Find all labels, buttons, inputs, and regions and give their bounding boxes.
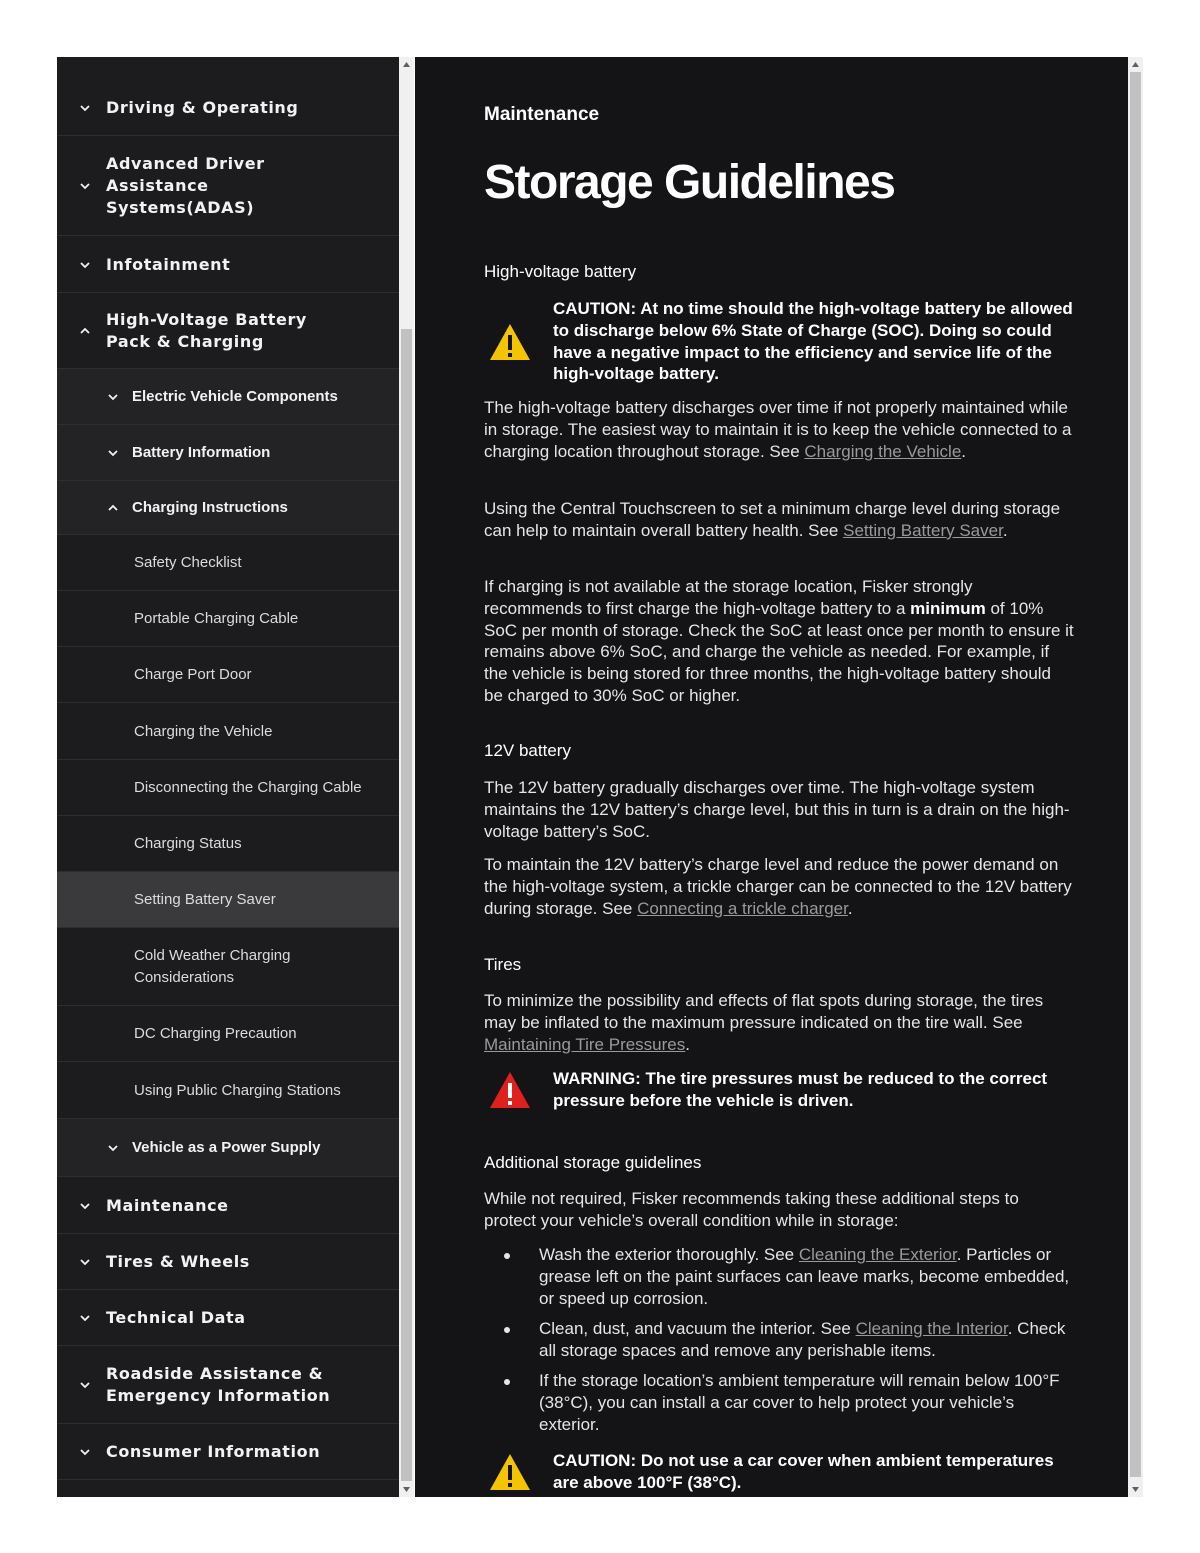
chevron-down-icon — [79, 1446, 91, 1458]
paragraph: To minimize the possibility and effects of flat spots during storage, the tires may be inflated to the maximum pressure indicated on the tire wall. See Maintaining Tire Pressures. — [484, 991, 1044, 1054]
sidebar-item-label: Disconnecting the Charging Cable — [134, 779, 362, 796]
list-item: Wash the exterior thoroughly. See Cleaning the Exterior. Particles or grease left on the paint surfaces can leave marks, become embedded, or speed up corrosion. — [539, 1245, 1070, 1308]
paragraph: While not required, Fisker recommends taking these additional steps to protect your vehicle’s overall condition while in storage: — [484, 1189, 1019, 1230]
sidebar-item-label: Tires & Wheels — [106, 1252, 250, 1271]
caution-text: CAUTION: At no time should the high-voltage battery be allowed to discharge below 6% State of Charge (SOC). Doing so could have a negative impact to the efficiency and service life of the high-voltage battery. — [553, 299, 1073, 384]
sidebar-scrollbar[interactable] — [399, 57, 414, 1497]
sidebar-item-label: Battery Information — [132, 444, 271, 461]
section-heading-additional: Additional storage guidelines — [484, 1153, 702, 1172]
sidebar-item-label: Safety Checklist — [134, 554, 242, 571]
chevron-up-icon — [107, 502, 119, 514]
bullet-icon — [504, 1379, 510, 1385]
sidebar-item-setting-battery-saver[interactable] — [57, 872, 399, 928]
scroll-down-arrow-icon[interactable] — [399, 1482, 414, 1497]
link-cleaning-interior[interactable]: Cleaning the Interior — [855, 1319, 1008, 1338]
sidebar-item-technical-data[interactable] — [57, 1290, 399, 1346]
list-item: Clean, dust, and vacuum the interior. See Cleaning the Interior. Check all storage spaces and remove any perishable items. — [539, 1319, 1066, 1360]
sidebar-item-tires-wheels[interactable] — [57, 1234, 399, 1290]
sidebar-item-consumer-information[interactable] — [57, 1424, 399, 1480]
sidebar-item-label: Vehicle as a Power Supply — [132, 1139, 321, 1156]
sidebar-item-label: Charge Port Door — [134, 666, 252, 683]
chevron-down-icon — [107, 447, 119, 459]
scroll-down-arrow-icon[interactable] — [1128, 1482, 1143, 1497]
bullet-icon — [504, 1327, 510, 1333]
sidebar-item-label: Charging Instructions — [132, 499, 288, 516]
sidebar-item-label: Portable Charging Cable — [134, 610, 299, 627]
sidebar-item-label: Electric Vehicle Components — [132, 388, 338, 405]
sidebar-item-roadside-assistance[interactable] — [57, 1346, 399, 1424]
chevron-down-icon — [79, 1379, 91, 1391]
list-item: If the storage location’s ambient temperature will remain below 100°F (38°C), you can install a car cover to help protect your vehicle’s exterior. — [539, 1371, 1060, 1434]
section-heading-hv-battery: High-voltage battery — [484, 262, 637, 281]
paragraph: The high-voltage battery discharges over time if not properly maintained while in storage. The easiest way to maintain it is to keep the vehicle connected to a charging location throughout storage. See Charging the Vehicle. — [484, 398, 1072, 461]
main-content — [415, 57, 1128, 1497]
paragraph: The 12V battery gradually discharges over time. The high-voltage system maintains the 12V battery’s charge level, but this in turn is a drain on the high-voltage battery’s SoC. — [484, 778, 1070, 841]
warning-text: WARNING: The tire pressures must be reduced to the correct pressure before the vehicle is driven. — [553, 1069, 1048, 1110]
chevron-down-icon — [79, 102, 91, 114]
chevron-down-icon — [79, 180, 91, 192]
sidebar-item-label: Setting Battery Saver — [134, 891, 276, 908]
link-maintaining-tire-pressures[interactable]: Maintaining Tire Pressures — [484, 1034, 686, 1054]
sidebar-item-battery-information[interactable] — [57, 425, 399, 481]
sidebar-item-charge-port-door[interactable] — [57, 647, 399, 703]
sidebar-item-label: DC Charging Precaution — [134, 1025, 297, 1042]
chevron-down-icon — [79, 1312, 91, 1324]
link-setting-battery-saver[interactable]: Setting Battery Saver — [843, 520, 1003, 540]
link-charging-the-vehicle[interactable]: Charging the Vehicle — [804, 441, 962, 461]
sidebar-item-dc-charging-precaution[interactable] — [57, 1006, 399, 1062]
sidebar-item-charging-status[interactable] — [57, 816, 399, 872]
bullet-icon — [504, 1253, 510, 1259]
sidebar-item-label: Maintenance — [106, 1196, 229, 1215]
section-heading-12v-battery: 12V battery — [484, 741, 571, 760]
warning-triangle-icon — [488, 1070, 532, 1110]
sidebar-item-label: Roadside Assistance & Emergency Information — [106, 1364, 331, 1405]
sidebar-item-driving-operating[interactable] — [57, 79, 399, 136]
sidebar-nav — [57, 57, 399, 1497]
sidebar-item-safety-checklist[interactable] — [57, 535, 399, 591]
sidebar-item-label: High-Voltage Battery Pack & Charging — [106, 310, 307, 351]
sidebar-item-label: Cold Weather Charging Considerations — [134, 947, 291, 986]
paragraph: Using the Central Touchscreen to set a minimum charge level during storage can help to maintain overall battery health. See Setting Battery Saver. — [484, 499, 1061, 540]
sidebar-scrollbar-thumb[interactable] — [401, 329, 412, 1481]
sidebar-item-infotainment[interactable] — [57, 236, 399, 293]
chevron-down-icon — [107, 1142, 119, 1154]
page-title: Storage Guidelines — [484, 156, 895, 209]
sidebar-item-label: Charging the Vehicle — [134, 723, 273, 740]
main-scrollbar[interactable] — [1128, 57, 1143, 1497]
chevron-down-icon — [79, 259, 91, 271]
sidebar-item-label: Infotainment — [106, 255, 231, 274]
caution-text: CAUTION: Do not use a car cover when ambient temperatures are above 100°F (38°C). — [553, 1451, 1054, 1492]
sidebar-item-label: Driving & Operating — [106, 98, 299, 117]
chevron-down-icon — [79, 1200, 91, 1212]
link-cleaning-exterior[interactable]: Cleaning the Exterior — [798, 1245, 957, 1264]
sidebar-item-public-charging-stations[interactable] — [57, 1062, 399, 1119]
link-connecting-trickle-charger[interactable]: Connecting a trickle charger — [637, 898, 848, 918]
sidebar-item-label: Technical Data — [106, 1308, 246, 1327]
caution-triangle-icon — [488, 1452, 532, 1492]
sidebar-item-cold-weather-charging[interactable] — [57, 928, 399, 1006]
sidebar-item-disconnecting-cable[interactable] — [57, 760, 399, 816]
section-heading-tires: Tires — [484, 955, 522, 974]
sidebar-item-label: Advanced Driver Assistance Systems(ADAS) — [106, 154, 265, 217]
paragraph: To maintain the 12V battery’s charge level and reduce the power demand on the high-voltage system, a trickle charger can be connected to the 12V battery during storage. See Connecting a trickle charger. — [484, 855, 1072, 918]
sidebar-item-adas[interactable] — [57, 136, 399, 236]
sidebar-item-vehicle-power-supply[interactable] — [57, 1119, 399, 1177]
sidebar-item-maintenance[interactable] — [57, 1177, 399, 1234]
main-scrollbar-thumb[interactable] — [1130, 72, 1141, 1477]
sidebar-item-charging-the-vehicle[interactable] — [57, 703, 399, 760]
sidebar-item-label: Consumer Information — [106, 1442, 321, 1461]
scroll-up-arrow-icon[interactable] — [1128, 57, 1143, 72]
sidebar-item-ev-components[interactable] — [57, 369, 399, 425]
caution-triangle-icon — [488, 322, 532, 362]
breadcrumb[interactable]: Maintenance — [484, 104, 600, 125]
sidebar-item-charging-instructions[interactable] — [57, 481, 399, 535]
sidebar-item-label: Using Public Charging Stations — [134, 1082, 341, 1099]
scroll-up-arrow-icon[interactable] — [399, 57, 414, 72]
sidebar-item-hv-battery-charging[interactable] — [57, 293, 399, 369]
sidebar-item-portable-charging-cable[interactable] — [57, 591, 399, 647]
paragraph: If charging is not available at the storage location, Fisker strongly recommends to first charge the high-voltage battery to a minimum of 10% SoC per month of storage. Check the SoC at least once per month to ensure it remains above 6% SoC, and charge the vehicle as needed. For example, if the vehicle is being stored for three months, the high-voltage battery should be charged to 30% SoC or higher. — [484, 577, 1074, 705]
chevron-down-icon — [79, 1256, 91, 1268]
chevron-up-icon — [79, 325, 91, 337]
sidebar-item-label: Charging Status — [134, 835, 242, 852]
chevron-down-icon — [107, 391, 119, 403]
